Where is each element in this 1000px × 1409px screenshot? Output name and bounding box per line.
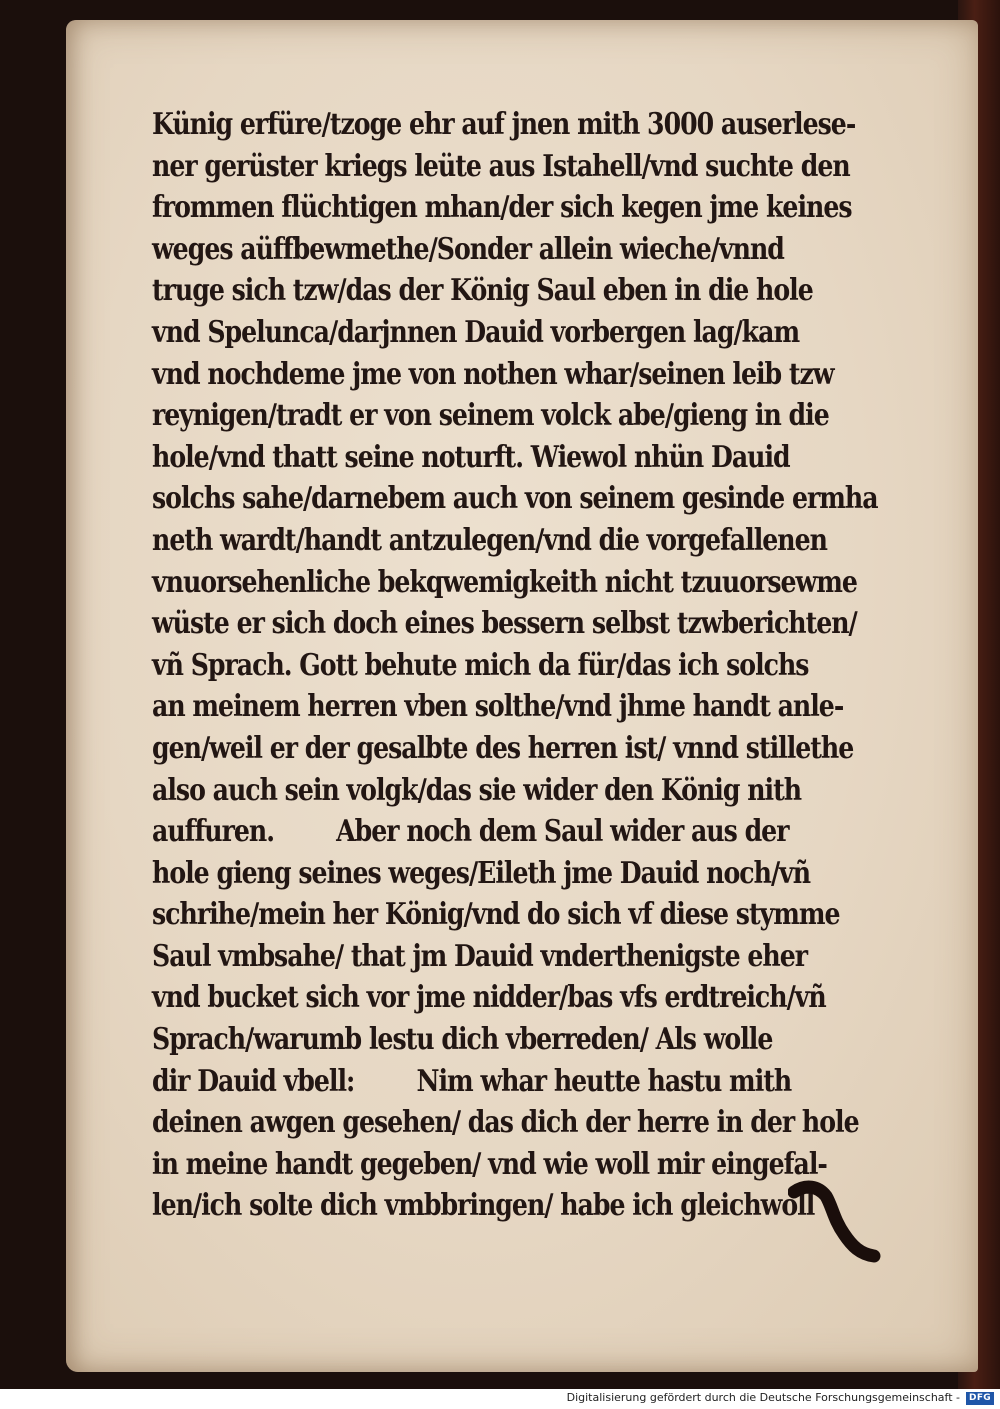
catchword-flourish xyxy=(788,1180,884,1270)
funding-credit: Digitalisierung gefördert durch die Deutsche Forschungsgemeinschaft - xyxy=(566,1391,960,1404)
text-line: vnuorsehenliche bekqwemigkeith nicht tzuuorsewme xyxy=(152,564,857,600)
text-line: hole/vnd thatt seine noturft. Wiewol nhün Dauid xyxy=(152,439,790,475)
text-line: solchs sahe/darnebem auch von seinem gesinde ermha xyxy=(152,481,878,517)
text-line: vnd nochdeme jme von nothen whar/seinen leib tzw xyxy=(152,356,834,392)
text-line: truge sich tzw/das der König Saul eben in die hole xyxy=(152,273,813,309)
text-line: neth wardt/handt antzulegen/vnd die vorgefallenen xyxy=(152,522,827,558)
text-line: vnd bucket sich vor jme nidder/bas vfs erdtreich/vñ xyxy=(152,980,826,1016)
text-line: wüste er sich doch eines bessern selbst tzwberichten/ xyxy=(152,606,857,642)
text-line: weges aüffbewmethe/Sonder allein wieche/vnnd xyxy=(152,231,784,267)
text-line: vñ Sprach. Gott behute mich da für/das ich solchs xyxy=(152,647,809,683)
text-line: an meinem herren vben solthe/vnd jhme handt anle- xyxy=(152,689,844,725)
text-block xyxy=(152,104,972,1227)
text-line: in meine handt gegeben/ vnd wie woll mir eingefal- xyxy=(152,1146,827,1182)
text-line: frommen flüchtigen mhan/der sich kegen jme keines xyxy=(152,190,852,226)
text-line: Sprach/warumb lestu dich vberreden/ Als wolle xyxy=(152,1022,773,1058)
text-line: reynigen/tradt er von seinem volck abe/gieng in die xyxy=(152,398,829,434)
footer-bar xyxy=(0,1389,1000,1409)
text-line: dir Dauid vbell: Nim whar heutte hastu mith xyxy=(152,1063,792,1099)
dfg-logo: DFG xyxy=(966,1392,994,1405)
text-line: len/ich solte dich vmbbringen/ habe ich gleichwoll xyxy=(152,1188,815,1224)
text-line: gen/weil er der gesalbte des herren ist/ vnnd stillethe xyxy=(152,730,854,766)
text-line: ner gerüster kriegs leüte aus Istahell/vnd suchte den xyxy=(152,148,850,184)
text-line: schrihe/mein her König/vnd do sich vf diese stymme xyxy=(152,897,840,933)
text-line: vnd Spelunca/darjnnen Dauid vorbergen lag/kam xyxy=(152,314,800,350)
text-line: also auch sein volgk/das sie wider den König nith xyxy=(152,772,802,808)
text-line: Saul vmbsahe/ that jm Dauid vnderthenigste eher xyxy=(152,938,808,974)
text-line: deinen awgen gesehen/ das dich der herre in der hole xyxy=(152,1105,859,1141)
text-line: hole gieng seines weges/Eileth jme Dauid noch/vñ xyxy=(152,855,811,891)
text-line: Künig erfüre/tzoge ehr auf jnen mith 3000 auserlese- xyxy=(152,107,856,142)
text-line: auffuren. Aber noch dem Saul wider aus der xyxy=(152,814,789,850)
